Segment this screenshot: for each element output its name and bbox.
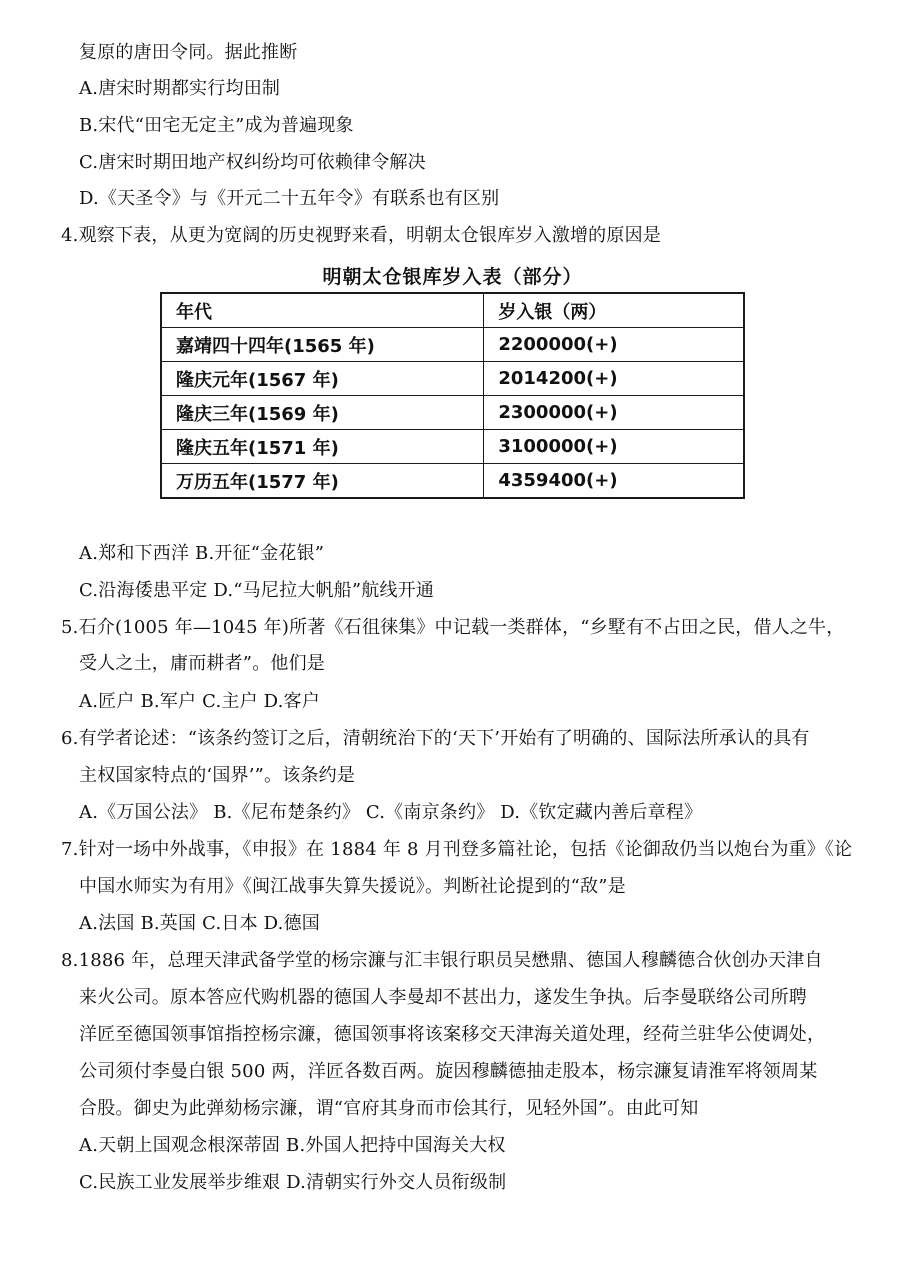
cell-silver: 2300000(+) <box>484 396 744 430</box>
q7-stem-1: 7.针对一场中外战事，《申报》在 1884 年 8 月刊登多篇社论，包括《论御敌仍当以炮台为重》《论 <box>61 839 853 860</box>
table <box>160 292 745 499</box>
q4-stem: 4.观察下表，从更为宽阔的历史视野来看，明朝太仓银库岁入激增的原因是 <box>61 225 661 246</box>
q8-stem-2: 来火公司。原本答应代购机器的德国人李曼却不甚出力，遂发生争执。后李曼联络公司所聘 <box>79 987 807 1008</box>
q5-stem-2: 受人之土，庸而耕者”。他们是 <box>79 653 326 674</box>
q4-options-cd: C.沿海倭患平定 D.“马尼拉大帆船”航线开通 <box>79 580 435 601</box>
table-row <box>161 362 744 396</box>
table-row <box>161 396 744 430</box>
q7-stem-2: 中国水师实为有用》《闽江战事失算失援说》。判断社论提到的“敌”是 <box>79 876 626 897</box>
q3-stem-end: 复原的唐田令同。据此推断 <box>79 42 298 63</box>
table-row <box>161 328 744 362</box>
table-row <box>161 430 744 464</box>
cell-silver: 2200000(+) <box>484 328 744 362</box>
q5-stem-1: 5.石介(1005 年—1045 年)所著《石徂徕集》中记载一类群体，“乡墅有不占田之民，借人之牛， <box>61 617 845 638</box>
cell-era: 隆庆三年(1569 年) <box>161 396 484 430</box>
table-title: 明朝太仓银库岁入表（部分） <box>322 266 583 288</box>
cell-silver: 2014200(+) <box>484 362 744 396</box>
q3-option-a: A.唐宋时期都实行均田制 <box>79 78 281 99</box>
cell-silver: 3100000(+) <box>484 430 744 464</box>
q4-options-ab: A.郑和下西洋 B.开征“金花银” <box>79 543 325 564</box>
q3-option-b: B.宋代“田宅无定主”成为普遍现象 <box>79 115 354 136</box>
q3-option-c: C.唐宋时期田地产权纠纷均可依赖律令解决 <box>79 152 426 173</box>
cell-era: 万历五年(1577 年) <box>161 464 484 499</box>
table-header-row <box>161 293 744 328</box>
cell-silver: 4359400(+) <box>484 464 744 499</box>
header-era: 年代 <box>161 293 484 328</box>
cell-era: 嘉靖四十四年(1565 年) <box>161 328 484 362</box>
q7-options: A.法国 B.英国 C.日本 D.德国 <box>79 913 320 934</box>
q6-options: A.《万国公法》 B.《尼布楚条约》 C.《南京条约》 D.《钦定藏内善后章程》 <box>79 802 703 823</box>
silver-revenue-table <box>160 264 745 499</box>
q6-stem-2: 主权国家特点的‘国界’”。该条约是 <box>79 765 356 786</box>
table-row <box>161 464 744 499</box>
q8-options-cd: C.民族工业发展举步维艰 D.清朝实行外交人员衔级制 <box>79 1172 507 1193</box>
q8-stem-1: 8.1886 年，总理天津武备学堂的杨宗濂与汇丰银行职员吴懋鼎、德国人穆麟德合伙创办天津自 <box>61 950 823 971</box>
cell-era: 隆庆五年(1571 年) <box>161 430 484 464</box>
cell-era: 隆庆元年(1567 年) <box>161 362 484 396</box>
q5-options: A.匠户 B.军户 C.主户 D.客户 <box>79 691 320 712</box>
q8-options-ab: A.天朝上国观念根深蒂固 B.外国人把持中国海关大权 <box>79 1135 506 1156</box>
q8-stem-3: 洋匠至德国领事馆指控杨宗濂，德国领事将该案移交天津海关道处理，经荷兰驻华公使调处， <box>79 1024 826 1045</box>
q3-option-d: D.《天圣令》与《开元二十五年令》有联系也有区别 <box>79 188 500 209</box>
header-silver: 岁入银（两） <box>484 293 744 328</box>
q6-stem-1: 6.有学者论述：“该条约签订之后，清朝统治下的‘天下’开始有了明确的、国际法所承认的具有 <box>61 728 810 749</box>
q8-stem-4: 公司须付李曼白银 500 两，洋匠各数百两。旋因穆麟德抽走股本，杨宗濂复请淮军将领周某 <box>79 1061 818 1082</box>
q8-stem-5: 合股。御史为此弹劾杨宗濂，谓“官府其身而市侩其行，见轻外国”。由此可知 <box>79 1098 699 1119</box>
